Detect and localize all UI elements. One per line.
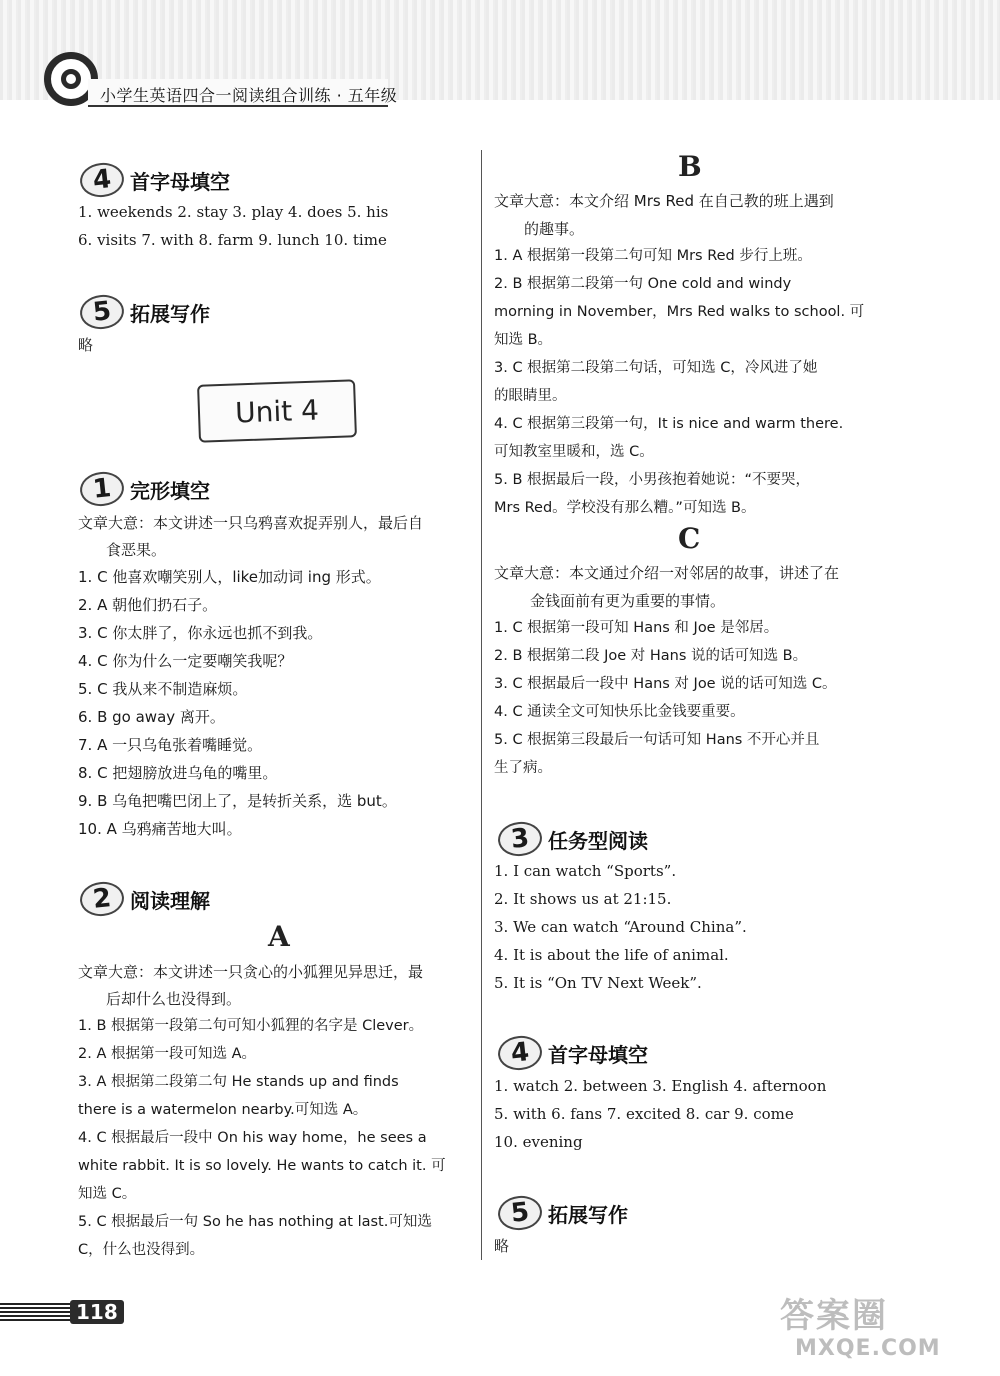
section-title: 阅读理解: [130, 888, 210, 913]
answer-item: 8. C 把翅膀放进乌龟的嘴里。: [78, 764, 278, 782]
answer-item: 3. We can watch “Around China”.: [494, 918, 747, 936]
unit-title: Unit 4: [234, 393, 320, 429]
summary-line: 文章大意：本文讲述一只乌鸦喜欢捉弄别人，最后自: [78, 514, 424, 532]
answer-line: 1. weekends 2. stay 3. play 4. does 5. his: [78, 203, 389, 221]
answer-item: 的眼睛里。: [494, 388, 567, 404]
answer-item: 10. A 乌鸦痛苦地大叫。: [78, 820, 242, 838]
summary-line: 后却什么也没得到。: [106, 990, 242, 1008]
watermark-logo: 答案圈: [780, 1296, 888, 1336]
answer-item: 9. B 乌龟把嘴巴闭上了，是转折关系，选 but。: [78, 792, 397, 810]
writing-answer: 略: [494, 1237, 510, 1255]
answer-item: 1. C 根据第一段可知 Hans 和 Joe 是邻居。: [494, 620, 779, 636]
answer-item: 知选 B。: [494, 332, 553, 348]
answer-item: 3. C 你太胖了，你永远也抓不到我。: [78, 624, 323, 642]
answer-item: 3. C 根据第二段第二句话，可知选 C，冷风进了她: [494, 360, 818, 376]
section-3-heading: [498, 822, 648, 856]
page-number: 118: [70, 1300, 124, 1324]
answer-item: 1. A 根据第一段第二句可知 Mrs Red 步行上班。: [494, 248, 812, 264]
task-reading-answers: [494, 857, 747, 997]
section-number-badge: 5: [78, 293, 125, 331]
answer-item: 4. It is about the life of animal.: [494, 946, 729, 964]
passage-letter: B: [678, 150, 702, 183]
answer-item: 知选 C。: [78, 1186, 137, 1202]
answer-item: 4. C 根据第三段第一句，It is nice and warm there.: [494, 416, 844, 432]
section-4-heading: [498, 1036, 648, 1070]
answer-item: 3. C 根据最后一段中 Hans 对 Joe 说的话可知选 C。: [494, 676, 837, 692]
answer-item: 4. C 根据最后一段中 On his way home，he sees a: [78, 1130, 427, 1146]
answer-item: 3. A 根据第二段第二句 He stands up and finds: [78, 1074, 399, 1090]
answer-item: 6. B go away 离开。: [78, 708, 225, 726]
answer-item: 1. C 他喜欢嘲笑别人，like加动词 ing 形式。: [78, 568, 381, 586]
reading-a-answers: [78, 1012, 446, 1264]
answer-line: 10. evening: [494, 1133, 583, 1151]
answer-item: 2. It shows us at 21:15.: [494, 890, 672, 908]
answer-item: 5. C 根据最后一句 So he has nothing at last.可知选: [78, 1214, 432, 1230]
section-title: 任务型阅读: [548, 828, 648, 853]
answer-line: 5. with 6. fans 7. excited 8. car 9. come: [494, 1105, 794, 1123]
passage-letter: A: [268, 920, 290, 953]
unit-badge: [197, 379, 357, 442]
watermark-url: MXQE.COM: [795, 1336, 941, 1361]
section-title: 首字母填空: [130, 169, 230, 194]
summary-line: 文章大意：本文介绍 Mrs Red 在自己教的班上遇到: [494, 192, 834, 210]
section-title: 首字母填空: [548, 1042, 648, 1067]
section-number-badge: 4: [496, 1034, 543, 1072]
cloze-answers: [78, 563, 397, 843]
answer-item: 7. A 一只乌龟张着嘴睡觉。: [78, 736, 263, 754]
answer-item: 4. C 你为什么一定要嘲笑我呢？: [78, 652, 293, 670]
column-divider: [481, 150, 482, 1260]
answer-item: 1. B 根据第一段第二句可知小狐狸的名字是 Clever。: [78, 1018, 424, 1034]
section-number-badge: 4: [78, 161, 125, 199]
section-2-heading: [80, 882, 210, 916]
answer-item: Mrs Red。学校没有那么糟。”可知选 B。: [494, 500, 756, 516]
summary-line: 金钱面前有更为重要的事情。: [530, 592, 726, 610]
section-4-heading: [80, 163, 230, 197]
section-number-badge: 2: [78, 880, 125, 918]
section-5-heading: [80, 295, 210, 329]
page-number-stripes: [0, 1303, 70, 1321]
answer-item: 4. C 通读全文可知快乐比金钱要重要。: [494, 704, 745, 720]
section-1-heading: [80, 472, 210, 506]
reading-c-answers: [494, 614, 836, 782]
summary-line: 文章大意：本文通过介绍一对邻居的故事，讲述了在: [494, 564, 840, 582]
answer-item: 5. C 我从来不制造麻烦。: [78, 680, 248, 698]
writing-answer: 略: [78, 336, 94, 354]
section-title: 完形填空: [130, 478, 210, 503]
section-number-badge: 5: [496, 1194, 543, 1232]
passage-letter: C: [678, 522, 701, 555]
answer-item: C，什么也没得到。: [78, 1242, 205, 1258]
section-number-badge: 1: [78, 470, 125, 508]
answer-item: 2. A 朝他们扔石子。: [78, 596, 218, 614]
answer-item: 1. I can watch “Sports”.: [494, 862, 677, 880]
section-number-badge: 3: [496, 820, 543, 858]
fill-letters-answers: [78, 198, 388, 254]
answer-item: morning in November，Mrs Red walks to school. 可: [494, 304, 865, 320]
fill-letters-answers: [494, 1072, 826, 1156]
answer-item: white rabbit. It is so lovely. He wants to catch it. 可: [78, 1158, 446, 1174]
answer-item: 2. B 根据第二段第一句 One cold and windy: [494, 276, 792, 292]
summary-line: 的趣事。: [524, 220, 585, 238]
answer-item: 5. B 根据最后一段，小男孩抱着她说：“不要哭，: [494, 472, 811, 488]
answer-item: there is a watermelon nearby.可知选 A。: [78, 1102, 368, 1118]
answer-line: 6. visits 7. with 8. farm 9. lunch 10. time: [78, 231, 387, 249]
summary-line: 文章大意：本文讲述一只贪心的小狐狸见异思迁，最: [78, 963, 424, 981]
answer-item: 5. C 根据第三段最后一句话可知 Hans 不开心并且: [494, 732, 820, 748]
summary-line: 食恶果。: [106, 541, 167, 559]
answer-item: 生了病。: [494, 760, 552, 776]
answer-item: 2. A 根据第一段可知选 A。: [78, 1046, 256, 1062]
answer-item: 2. B 根据第二段 Joe 对 Hans 说的话可知选 B。: [494, 648, 808, 664]
answer-line: 1. watch 2. between 3. English 4. afternoon: [494, 1077, 827, 1095]
section-5-heading: [498, 1196, 628, 1230]
answer-item: 5. It is “On TV Next Week”.: [494, 974, 702, 992]
section-title: 拓展写作: [548, 1202, 628, 1227]
section-title: 拓展写作: [130, 301, 210, 326]
answer-item: 可知教室里暖和，选 C。: [494, 444, 654, 460]
header-title: 小学生英语四合一阅读组合训练 · 五年级: [100, 86, 398, 105]
reading-b-answers: [494, 242, 864, 522]
